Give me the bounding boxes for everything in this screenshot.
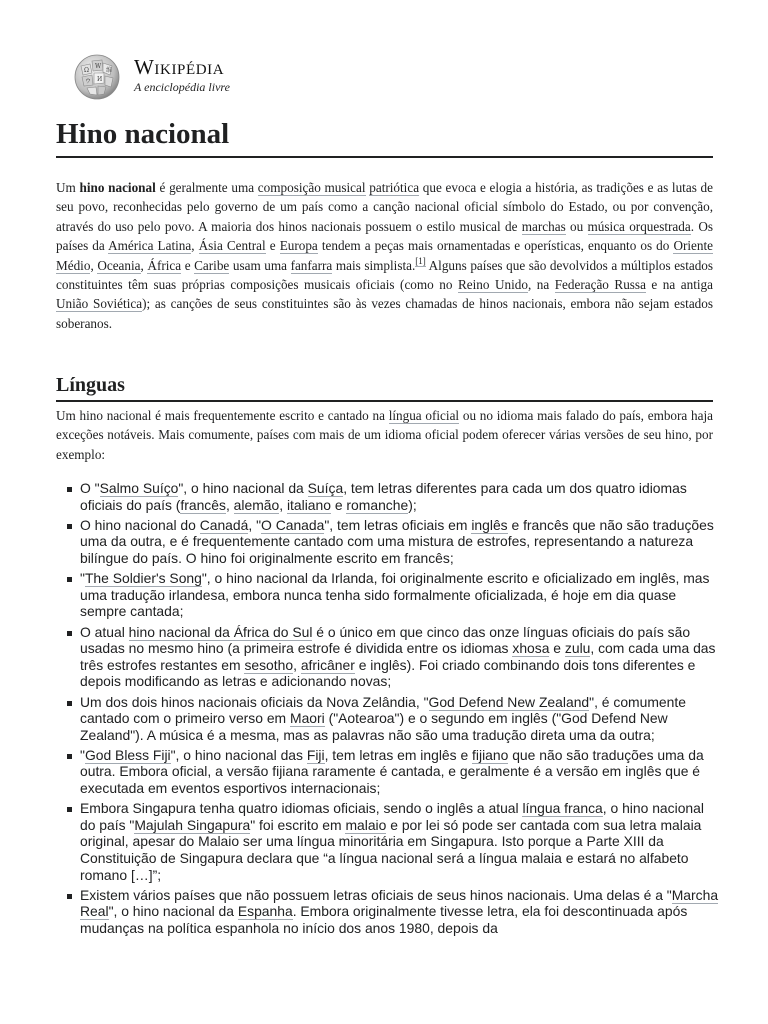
examples-list (62, 480, 722, 940)
article-link[interactable]: Ásia Central (198, 238, 266, 254)
article-link[interactable]: fanfarra (290, 257, 333, 273)
article-link[interactable]: Salmo Suíço (99, 480, 179, 496)
text-run: O " (80, 480, 100, 496)
text-run: é geralmente uma (155, 180, 258, 195)
article-link[interactable]: América Latina (108, 238, 192, 254)
article-link[interactable]: Marcha Real (80, 886, 719, 920)
wikipedia-globe-icon (73, 52, 125, 102)
text-run: Alguns países que são devolvidos a múltiplos estados constituintes têm suas próprias composições musicais oficiais (como no (56, 257, 714, 293)
article-link[interactable]: Canadá (199, 516, 249, 533)
article-link[interactable]: patriótica (369, 180, 420, 195)
article-link[interactable]: Oceania (97, 257, 141, 273)
intro-paragraph (56, 178, 713, 333)
text-run: ", o hino nacional da Irlanda, foi originalmente escrito e oficializado em inglês, mas uma tradução irlandesa, embora nunca tenha sido formalmente oficializada, é hoje em dia quase sempre cantada; (80, 570, 710, 620)
text-run: é o único em que cinco das onze línguas oficiais do país são usadas no mesmo hino (a primeira estrofe é dividida entre os idiomas (80, 623, 691, 657)
article-link[interactable]: Europa (279, 238, 318, 254)
bold-term: hino nacional (79, 180, 156, 195)
text-run: , o hino nacional do país " (80, 800, 704, 833)
article-link[interactable]: marchas (521, 218, 566, 234)
article-link[interactable]: composição musical (257, 180, 366, 195)
article-link[interactable]: Majulah Singapura (134, 816, 251, 833)
text-run: ("Aotearoa") e o segundo em inglês ("God Defend New Zealand"). A música é a mesma, mas as palavras não são uma tradução direta uma da outra; (80, 710, 668, 743)
text-run: ou no idioma mais falado do país, embora haja exceções notáveis. Mais comumente, países com mais de um idioma oficial podem oferecer várias versões de seu hino, por exemplo: (56, 408, 713, 462)
article-link[interactable]: The Soldier's Song (84, 570, 202, 587)
list-item (62, 694, 722, 744)
text-run: O atual (80, 623, 129, 640)
svg-text:维: 维 (106, 67, 113, 74)
svg-text:Ω: Ω (84, 67, 89, 74)
text-run: mais simplista. (332, 257, 416, 273)
text-run: , (140, 257, 148, 273)
list-item (62, 480, 722, 513)
text-run: , " (248, 516, 262, 533)
text-run: Um dos dois hinos nacionais oficiais da Nova Zelândia, " (80, 693, 429, 710)
text-run: " foi escrito em (250, 816, 346, 833)
text-run: ", o hino nacional da (178, 480, 308, 496)
text-run: , na (527, 277, 555, 293)
site-logo[interactable] (73, 52, 273, 102)
article-link[interactable]: língua franca (522, 800, 603, 817)
article-link[interactable]: francês (180, 496, 226, 513)
reference-link[interactable] (415, 256, 426, 267)
list-item (62, 624, 722, 690)
svg-text:ウ: ウ (85, 78, 92, 85)
text-run: ", o hino nacional da (108, 903, 238, 920)
article-link[interactable]: malaio (345, 816, 387, 833)
article-link[interactable]: God Bless Fiji (84, 746, 171, 763)
article-link[interactable]: italiano (286, 496, 331, 513)
article-link[interactable]: inglês (471, 516, 508, 533)
text-run: e na antiga (645, 277, 713, 293)
text-run: , com cada uma das três estrofes restantes em (80, 640, 716, 673)
list-item (62, 887, 722, 937)
article-link[interactable]: Oriente Médio (56, 238, 713, 273)
list-item (62, 517, 722, 567)
text-run: , tem letras em inglês e (324, 746, 473, 763)
text-run: ); (408, 496, 417, 513)
text-run: " (80, 746, 85, 763)
text-run: Um (56, 180, 80, 195)
article-link[interactable]: Caribe (194, 257, 230, 273)
article-link[interactable]: sesotho (244, 656, 294, 673)
article-link[interactable]: língua oficial (388, 408, 460, 423)
article-link[interactable]: música orquestrada (587, 218, 691, 234)
article-link[interactable]: Suíça (307, 480, 344, 496)
article-link[interactable]: zulu (564, 640, 591, 657)
page-title: Hino nacional (56, 114, 713, 158)
text-run: e (549, 640, 565, 657)
text-run: e francês que não são traduções uma da outra, e é frequentemente cantado com uma mistura de estrofes, representando a natureza bilíngue do país. O hino foi originalmente escrito em francês; (80, 516, 714, 566)
text-run: ); as canções de seus constituintes são às vezes chamadas de hinos nacionais, embora não sejam estados soberanos. (56, 296, 713, 331)
text-run: Um hino nacional é mais frequentemente escrito e cantado na (56, 408, 389, 423)
article-link[interactable]: alemão (233, 496, 280, 513)
text-run: que não são traduções uma da outra. Embora oficial, a versão fijiana raramente é cantada, e geralmente é a versão em inglês que é executada em eventos esportivos internacionais; (80, 746, 704, 797)
text-run: . Os países da (56, 218, 714, 254)
text-run: " (80, 570, 85, 587)
article-link[interactable]: God Defend New Zealand (428, 693, 590, 710)
article-link[interactable]: União Soviética (56, 296, 143, 312)
text-run: ou (565, 218, 588, 234)
text-run: Existem vários países que não possuem letras oficiais de seus hinos nacionais. Uma delas é a " (80, 886, 672, 903)
site-wordmark[interactable]: Wikipédia (134, 55, 225, 79)
article-link[interactable]: Reino Unido (457, 277, 528, 293)
list-item (62, 570, 722, 620)
text-run: e inglês). Foi criado combinando dois tons diferentes e depois modificando as letras e adicionando novas; (80, 656, 696, 690)
text-run: , tem letras diferentes para cada um dos quatro idiomas oficiais do país ( (80, 480, 687, 513)
article-link[interactable]: Espanha (237, 903, 293, 920)
article-link[interactable]: Fiji (306, 746, 325, 763)
text-run: ", o hino nacional das (170, 746, 307, 763)
text-run: e (181, 257, 195, 273)
article-link[interactable]: xhosa (512, 640, 550, 657)
svg-text:И: И (97, 76, 103, 83)
text-run: Embora Singapura tenha quatro idiomas oficiais, sendo o inglês a atual (80, 800, 523, 817)
text-run: ", tem letras oficiais em (324, 516, 472, 533)
text-run: , (225, 496, 234, 513)
article-link[interactable]: O Canada (261, 516, 325, 533)
text-run: e por lei só pode ser cantada com sua letra malaia original, apesar do Malaio ser uma língua minoritária em Singapura. Isto porque a Parte XIII da Constituição de Singapura declara que “a língua nacional será a língua malaia e estará no alfabeto romano […]”; (80, 816, 702, 883)
section-heading-linguas: Línguas (56, 371, 713, 402)
text-run: , (293, 656, 301, 673)
text-run: ", é comumente cantado com o primeiro verso em (80, 693, 686, 727)
article-link[interactable]: africâner (300, 656, 355, 673)
article-link[interactable]: romanche (346, 496, 409, 513)
article-link[interactable]: Federação Russa (554, 277, 646, 293)
text-run: e (265, 238, 280, 254)
text-run: que evoca e elogia a história, as tradições e as lutas de seu povo, reconhecidas pelo governo de um país como a canção nacional oficial símbolo do Estado, ou por convenção, através do uso pelo povo. A maioria dos hinos nacionais possuem o estilo musical de (56, 180, 713, 234)
text-run: . Embora originalmente tivesse letra, ela foi descontinuada após mudanças na política espanhola no início dos anos 1980, depois da (80, 903, 688, 936)
article-link[interactable]: Maori (290, 710, 325, 727)
article-link[interactable]: fijiano (472, 746, 509, 763)
text-run: , (90, 257, 98, 273)
section-intro-paragraph (56, 406, 713, 464)
article-link[interactable]: África (147, 257, 182, 273)
list-item (62, 800, 722, 883)
text-run: usam uma (229, 257, 291, 273)
list-item (62, 747, 722, 797)
text-run: O hino nacional do (80, 516, 200, 533)
svg-text:W: W (95, 63, 102, 70)
site-tagline: A enciclopédia livre (134, 80, 230, 94)
reference-label[interactable]: [1] (415, 256, 426, 267)
text-run: , (279, 496, 287, 513)
text-run: tendem a peças mais ornamentadas e operísticas, enquanto os do (317, 238, 674, 254)
text-run: e (330, 496, 347, 513)
text-run: , (191, 238, 199, 254)
article-link[interactable]: hino nacional da África do Sul (128, 623, 313, 640)
